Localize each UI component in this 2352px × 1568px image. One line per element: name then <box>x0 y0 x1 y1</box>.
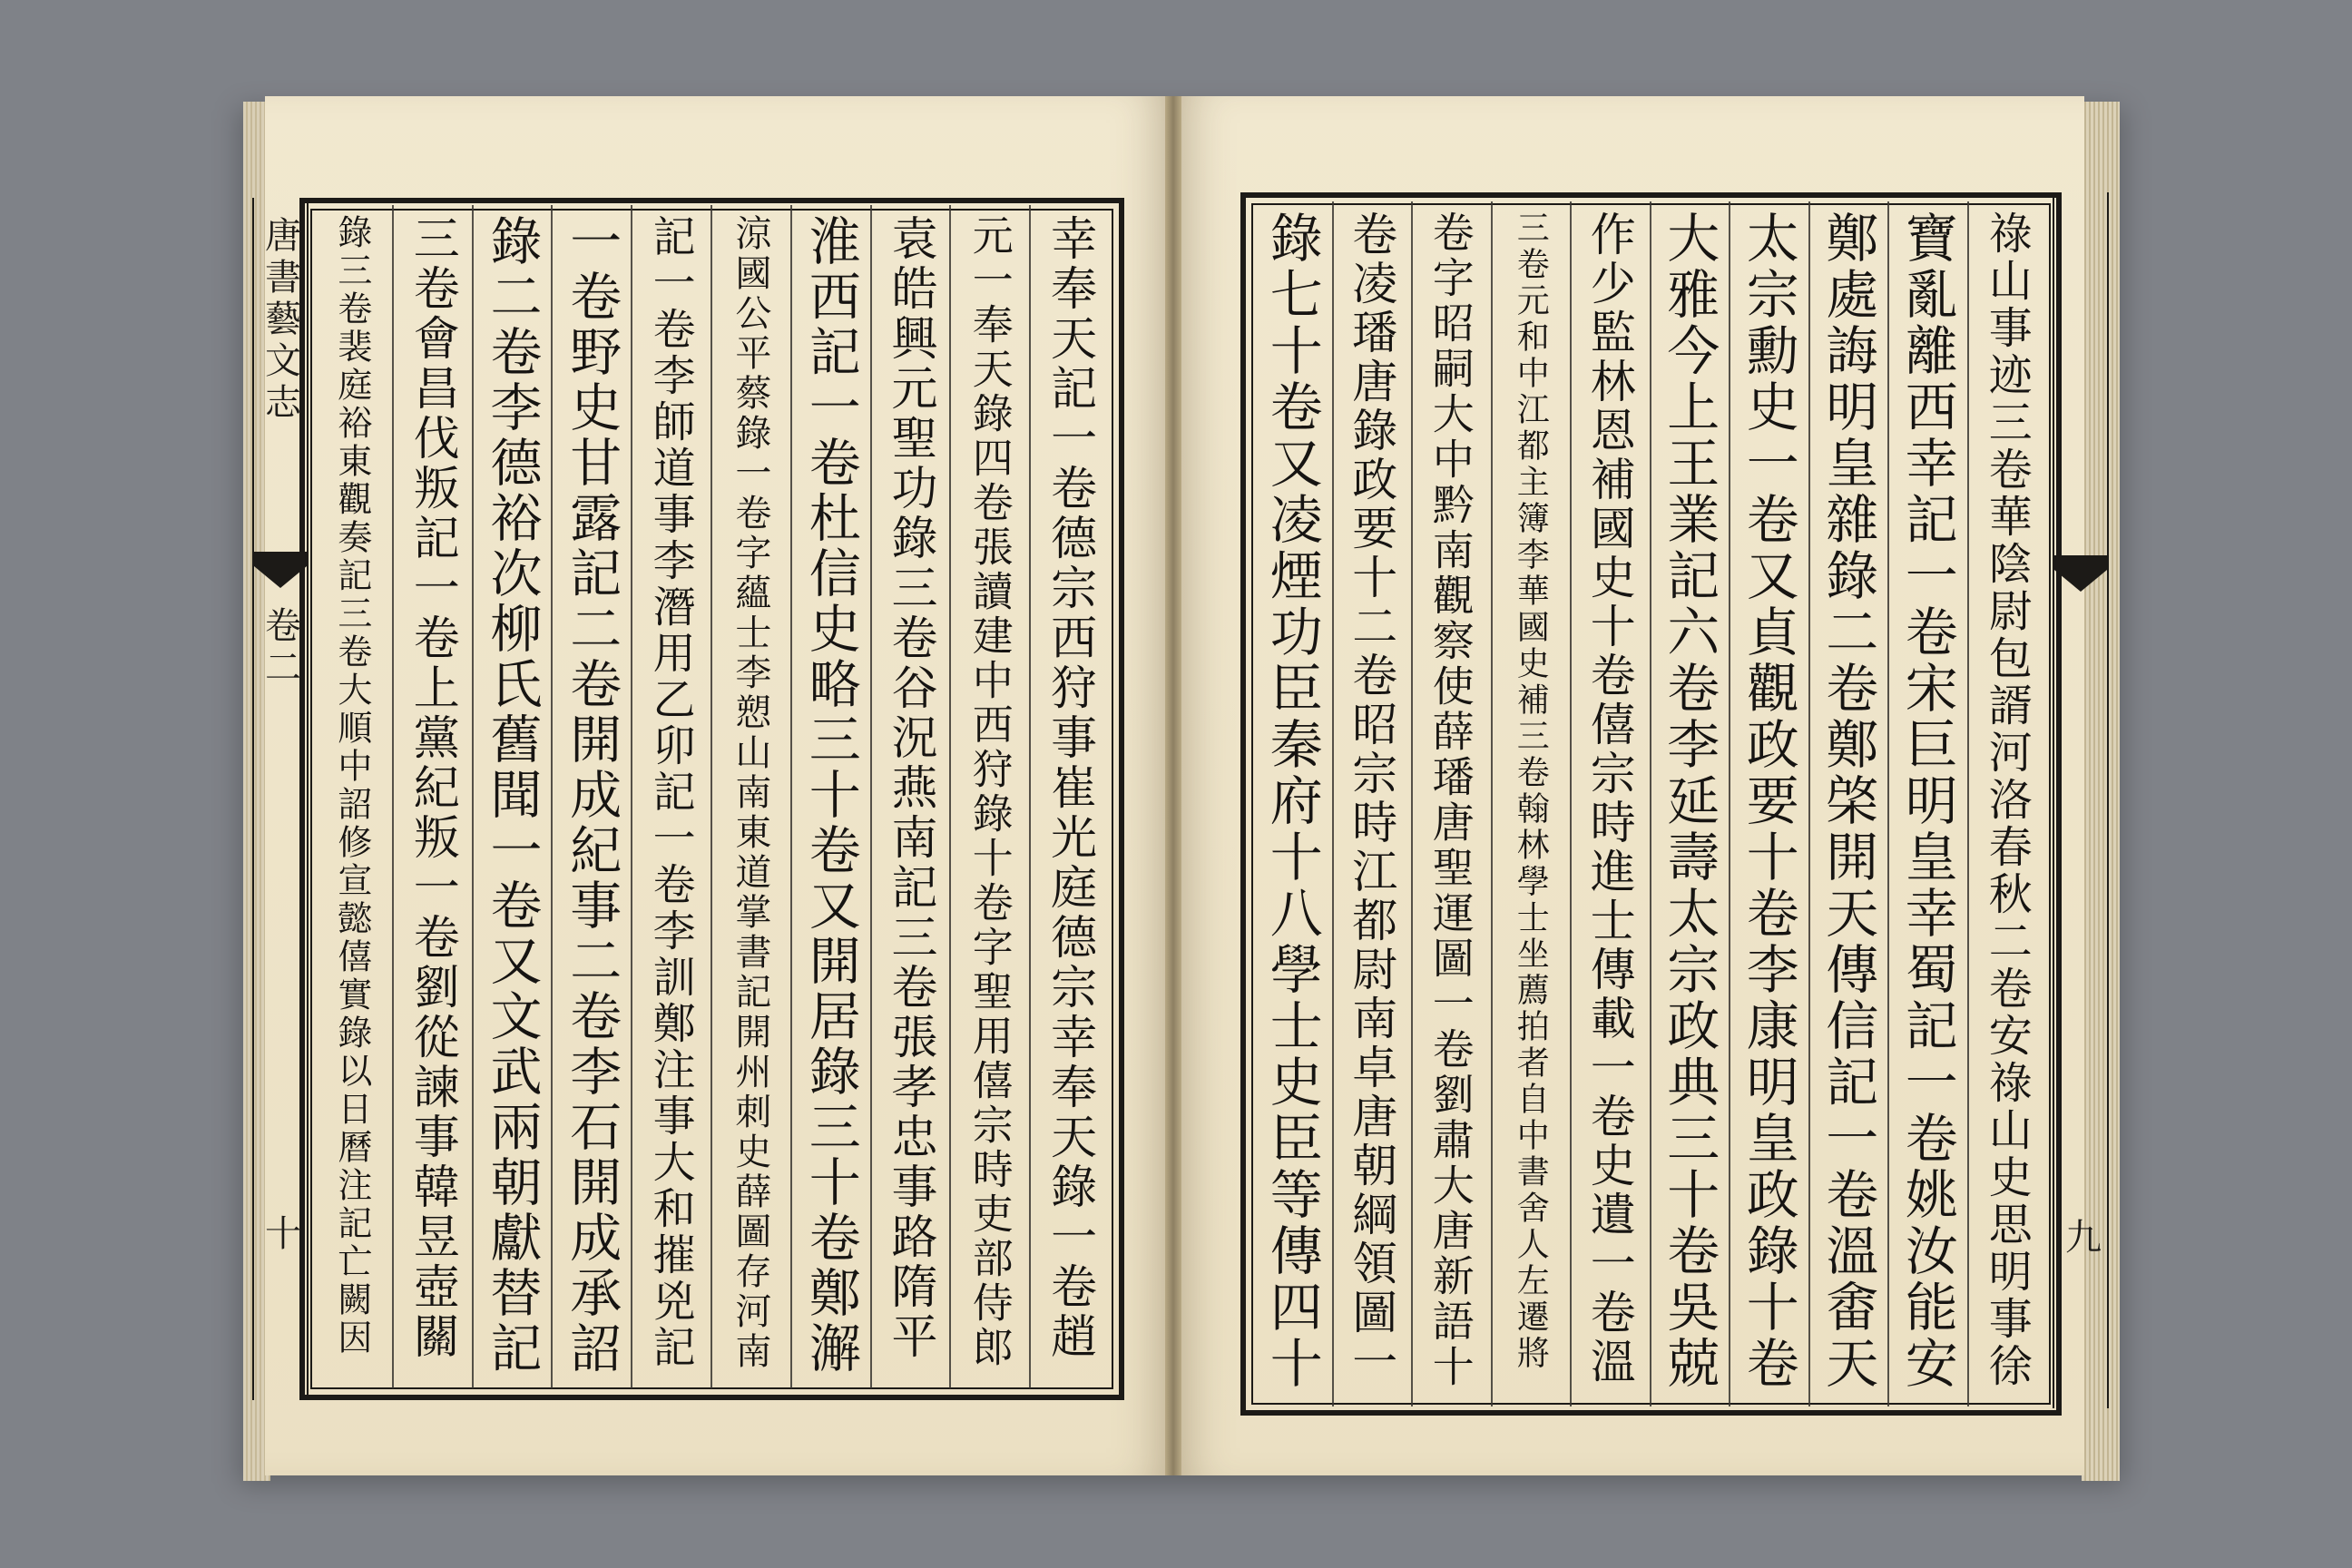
left-fold-leaf-number: 十 <box>259 1214 301 1256</box>
column-rule <box>1491 201 1493 1406</box>
text-column: 錄三卷裴庭裕東觀奏記三卷大順中詔修宣懿僖實錄以日曆注記亡闕因 <box>331 214 372 1357</box>
book-gutter <box>1165 96 1181 1475</box>
column-rule <box>870 205 872 1388</box>
text-column: 一卷野史甘露記二卷開成紀事二卷李石開成承詔 <box>561 214 622 1377</box>
column-rule <box>1967 201 1969 1406</box>
text-column: 卷字昭嗣大中黔南觀察使薛璠唐聖運圖一卷劉肅大唐新語十 <box>1426 211 1475 1390</box>
column-rule <box>790 205 792 1388</box>
text-column: 幸奉天記一卷德宗西狩事崔光庭德宗幸奉天錄一卷趙 <box>1042 214 1096 1362</box>
text-column: 寶亂離西幸記一卷宋巨明皇幸蜀記一卷姚汝能安 <box>1896 211 1958 1392</box>
column-rule <box>1887 201 1889 1406</box>
column-rule <box>1029 205 1031 1388</box>
column-rule <box>551 205 553 1388</box>
text-column: 太宗勳史一卷又貞觀政要十卷李康明皇政錄十卷 <box>1737 211 1799 1392</box>
fish-tail-mark <box>2054 555 2107 592</box>
text-column: 錄七十卷又凌煙功臣秦府十八學士史臣等傳四十 <box>1260 211 1323 1392</box>
column-rule <box>1570 201 1572 1406</box>
text-column: 錄二卷李德裕次柳氏舊聞一卷又文武兩朝獻替記 <box>482 214 542 1377</box>
column-rule <box>710 205 712 1388</box>
text-column: 袁皓興元聖功錄三卷谷況燕南記三卷張孝忠事路隋平 <box>883 214 936 1362</box>
text-column: 祿山事迹三卷華陰尉包諝河洛春秋二卷安祿山史思明事徐 <box>1981 211 2033 1390</box>
column-rule <box>1808 201 1810 1406</box>
text-column: 鄭處誨明皇雜錄二卷鄭棨開天傳信記一卷溫畬天 <box>1817 211 1879 1392</box>
left-fold-column <box>252 198 309 1400</box>
text-column: 淮西記一卷杜信史略三十卷又開居錄三十卷鄭澥 <box>800 214 861 1377</box>
text-column: 涼國公平蔡錄一卷字蘊士李愬山南東道掌書記開州刺史薛圖存河南 <box>729 214 771 1372</box>
fish-tail-mark <box>254 552 307 588</box>
text-column: 卷凌璠唐錄政要十二卷昭宗時江都尉南卓唐朝綱領圖一 <box>1345 211 1398 1387</box>
left-fold-volume: 卷二 <box>259 606 301 690</box>
text-column: 三卷會昌伐叛記一卷上黨紀叛一卷劉從諫事韓昱壺關 <box>405 214 459 1362</box>
column-rule <box>949 205 951 1388</box>
column-rule <box>472 205 474 1388</box>
text-column: 記一卷李師道事李潛用乙卯記一卷李訓鄭注事大和摧兇記 <box>645 214 696 1371</box>
text-column: 作少監林恩補國史十卷僖宗時進士傳載一卷史遺一卷溫 <box>1583 211 1636 1387</box>
column-rule <box>1729 201 1730 1406</box>
column-rule <box>631 205 632 1388</box>
column-rule <box>1411 201 1413 1406</box>
column-rule <box>392 205 394 1388</box>
right-fold-leaf-number: 九 <box>2059 1218 2102 1259</box>
column-rule <box>1650 201 1651 1406</box>
column-rule <box>1332 201 1334 1406</box>
left-fold-title: 唐書藝文志 <box>259 216 301 425</box>
right-fold-column <box>2053 192 2109 1408</box>
text-column: 大雅今上王業記六卷李延壽太宗政典三十卷吳兢 <box>1658 211 1720 1392</box>
text-column: 三卷元和中江都主簿李華國史補三卷翰林學士坐薦拍者自中書舍人左遷將 <box>1512 211 1550 1372</box>
text-column: 元一奉天錄四卷張讀建中西狩錄十卷字聖用僖宗時吏部侍郎 <box>965 214 1014 1370</box>
